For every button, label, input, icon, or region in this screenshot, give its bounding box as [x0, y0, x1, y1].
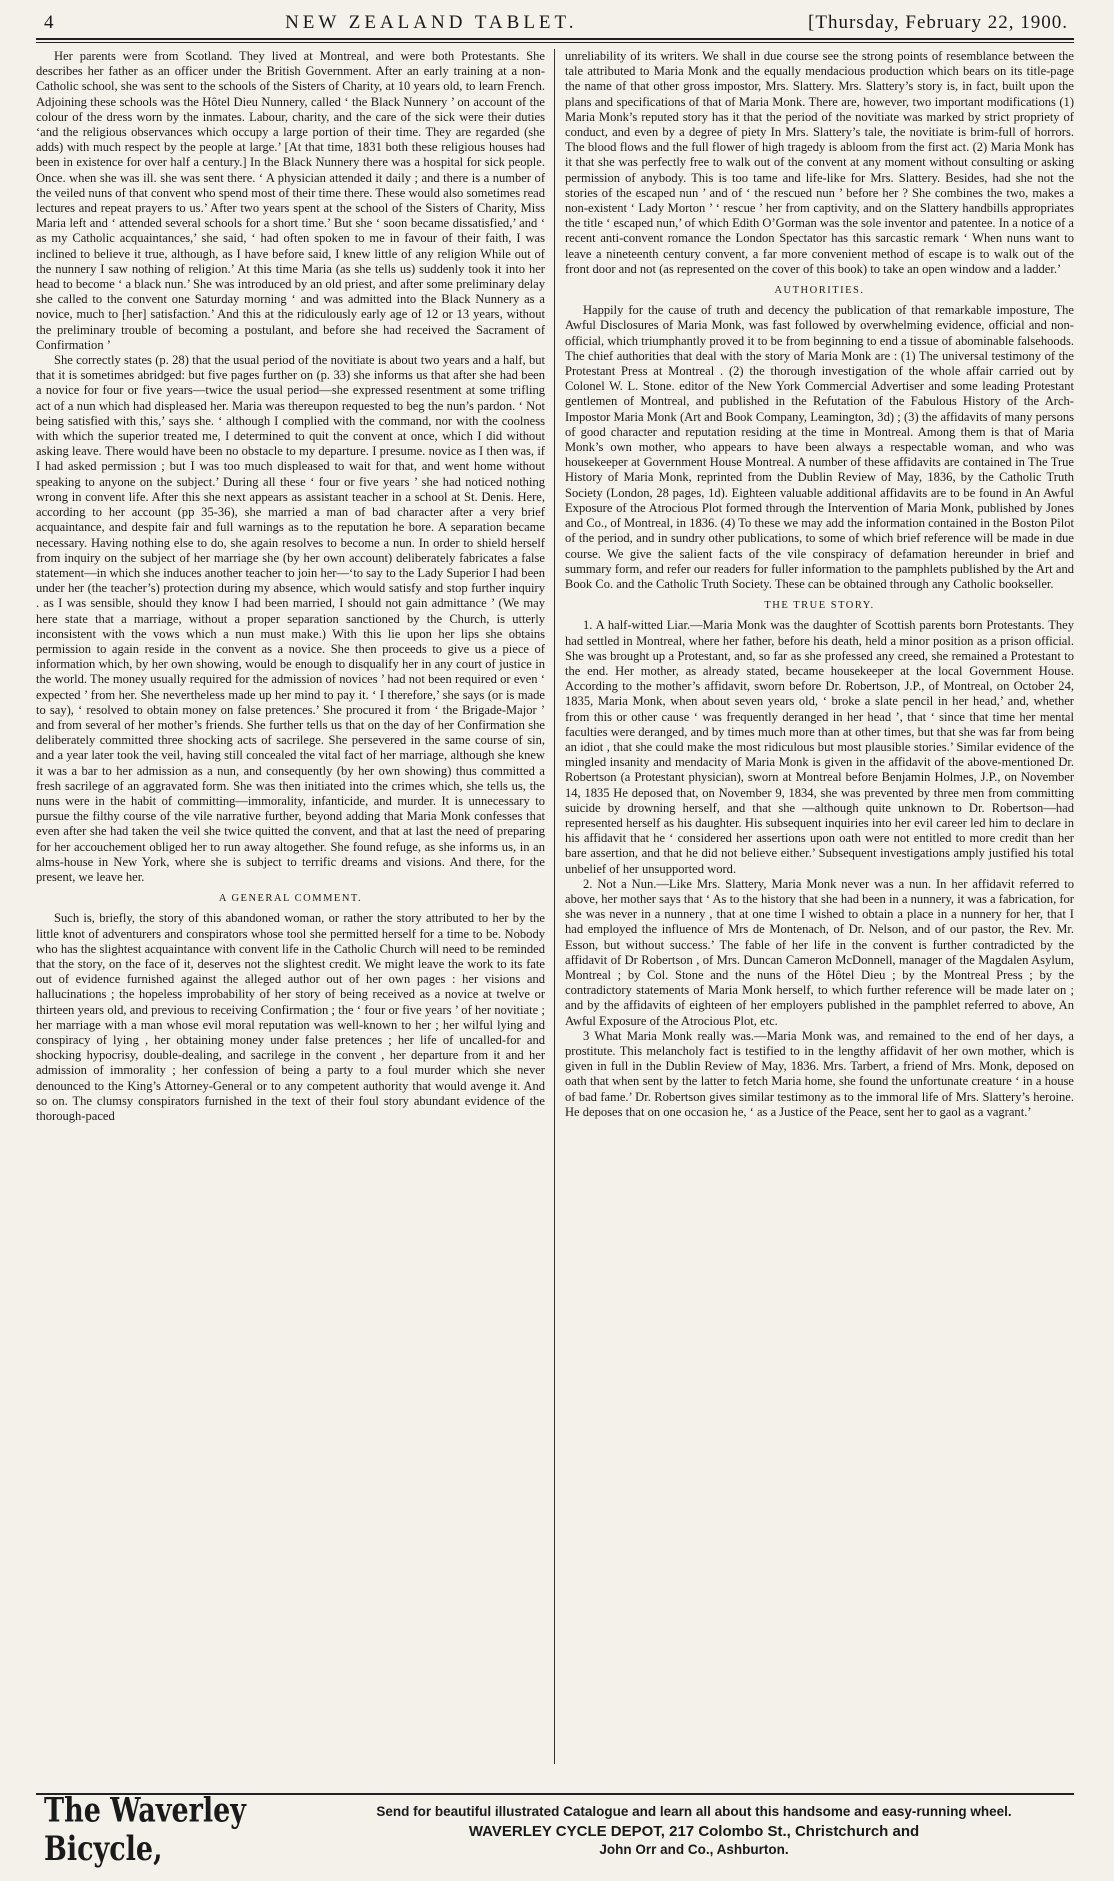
section-heading-true-story: THE TRUE STORY. — [764, 600, 875, 612]
section-heading-general-comment: A GENERAL COMMENT. — [218, 893, 363, 905]
paragraph-parents: Her parents were from Scotland. They lived at Montreal, and were both Protestants. She describes her father as an officer under the British Government. After an early training at a non-Catholic school, she was sent to the schools of the Sisters of Charity, at 10 years old, to learn French. Adjoining these schools was the Hôtel Dieu Nunnery, called ‘ the Black Nunnery ’ on account of the colour of the dress worn by the inmates. Labour, charity, and the care of the sick were their duties ‘and the religious observances which occupy a large portion of their time. They are regarded (she adds) with much respect by the people at large.’ [At that time, 1831 both these religious houses had been in existence for over half a century.] In the Black Nunnery there was a hospital for sick people. Once. when she was ill. she was sent there. ‘ A physician attended it daily ; and there is a number of the veiled nuns of that convent who spend most of their time there. These would also sometimes read lectures and repeat prayers to us.’ After two years spent at the school of the Sisters of Charity, Miss Maria left and ‘ attended several schools for a short time.’ But she ‘ soon became dissatisfied,’ and ‘ as my Catholic acquaintances,’ she said, ‘ had often spoken to me in favour of their faith, I was inclined to believe it true, although, as I have before said, I knew little of any religion While out of the nunnery I saw nothing of religion.’ At this time Maria (as she tells us) suddenly took it into her head to become ‘ a black nun.’ She was introduced by an old priest, and after some preliminary delay she called to the convent one Saturday morning ‘ and was admitted into the Black Nunnery as a novice, much to [her] satisfaction.’ And this at the ridiculously early age of 12 or 13 years, without the preliminary trouble of becoming a postulant, and before she had received the Sacrament of Confirmation ’ — [36, 49, 545, 352]
section-heading-authorities: AUTHORITIES. — [774, 285, 865, 297]
paragraph-not-a-nun: 2. Not a Nun.—Like Mrs. Slattery, Maria Monk never was a nun. In her affidavit referred to above, her mother says that ‘ As to the history that she had been in a nunnery, it was a fabrication, for she was never in a nunnery , that at one time I wished to obtain a place in a nunnery for her, that I had employed the influence of Mrs de Montenach, of Dr. Nelson, and of our pastor, the Rev. Mr. Esson, but without success.’ The fable of her life in the convent is further contradicted by the affidavit of Dr Robertson , of Mrs. Duncan Cameron McDonnell, manager of the Magdalen Asylum, Montreal ; by Col. Stone and the nuns of the Hôtel Dieu ; by the Montreal Press ; by the contradictory statements of Maria Monk herself, to which further reference will be made later on ; and by the affidavits of eighteen of her employers published in the pamphlet referred to above, An Awful Exposure of the Atrocious Plot, etc. — [565, 876, 1074, 1028]
left-column — [36, 49, 555, 1764]
paragraph-general-comment: Such is, briefly, the story of this abandoned woman, or rather the story attributed to her by the little knot of adventurers and conspirators whose tool she permitted herself for a time to be. Nobody who has the slightest acquaintance with convent life in the Catholic Church will need to be reminded that the story, on the face of it, deserves not the slightest credit. We might leave the work to its fate out of evidence furnished against the alleged author out of her own pages : her visions and hallucinations ; the hopeless improbability of her story of being received as a novice at twelve or thirteen years old, and previous to receiving Confirmation ; the ‘ four or five years ’ of her novitiate ; her marriage with a man whose evil moral reputation was well-known to her ; her wilful lying and conspiracy of lying , her obtaining money under false pretences ; her life of uncalled-for and shocking hypocrisy, double-dealing, and sacrilege in the convent , her departure from it and her admission of immorality ; her confession of being a party to a foul murder which she never denounced to the King’s Attorney-General or to any competent authority that would avenge it. And so on. The clumsy conspirators furnished in the text of their foul story abundant evidence of the thorough-paced — [36, 911, 545, 1124]
masthead — [36, 12, 1074, 40]
advert-catalogue-line: Send for beautiful illustrated Catalogue and learn all about this handsome and easy-running wheel. — [376, 1803, 1012, 1819]
page-number: 4 — [44, 12, 55, 33]
publication-title: NEW ZEALAND TABLET. — [285, 12, 578, 33]
paragraph-continued: unreliability of its writers. We shall in due course see the strong points of resemblance between the tale attributed to Maria Monk and the equally mendacious production which bears on its title-page the name of that other gross impostor, Mrs. Slattery. Mrs. Slattery’s story is, in fact, built upon the plans and specifications of that of Maria Monk. There are, however, two important modifications (1) Maria Monk’s reputed story has it that the period of the novitiate was marked by strict propriety of conduct, and even by a degree of piety In Mrs. Slattery’s tale, the novitiate is brim-full of horrors. The blood flows and the full flower of high tragedy is abloom from the first act. (2) Maria Monk has it that she was perfectly free to walk out of the convent at any moment without consulting or asking permission of anybody. This is too tame and life-like for Mrs. Slattery. Besides, had she not the stories of the escaped nun ’ and of ‘ the rescued nun ’ before her ? She combines the two, makes a non-existent ‘ Lady Morton ’ ‘ rescue ’ her from captivity, and on the Slattery handbills appropriates the title ‘ escaped nun,’ of which Edith O’Gorman was the sole inventor and patentee. In a notice of a recent anti-convent romance the London Spectator has this sarcastic remark ‘ When nuns want to leave a nineteenth century convent, a far more convenient method of escape is to walk out of the front door and not (as represented on the cover of this book) to take an open window and a ladder.’ — [565, 49, 1074, 276]
right-column — [555, 49, 1074, 1764]
issue-date: [Thursday, February 22, 1900. — [808, 12, 1068, 33]
article-columns — [36, 49, 1074, 1764]
advert-text — [314, 1804, 1074, 1857]
paragraph-authorities: Happily for the cause of truth and decency the publication of that remarkable imposture, The Awful Disclosures of Maria Monk, was fast followed by overwhelming evidence, official and non-official, which triumphantly proved it to be from beginning to end a tissue of abominable falsehoods. The chief authorities that deal with the story of Maria Monk are : (1) The universal testimony of the Protestant Press at Montreal . (2) the thorough investigation of the whole affair carried out by Colonel W. L. Stone. editor of the New York Commercial Advertiser and some leading Protestant gentlemen of Montreal, and published in the Refutation of the Fabulous History of the Arch-Impostor Maria Monk (Art and Book Company, Leamington, 3d) ; (3) the affidavits of many persons of good character and reputation residing at the time in Montreal. Among them is that of Maria Monk’s own mother, who appears to have been always a respectable woman, and who was housekeeper at Government House Montreal. A number of these affidavits are contained in The True History of Maria Monk, reprinted from the Dublin Review of May, 1836, by the Catholic Truth Society (London, 28 pages, 1d). Eighteen valuable additional affidavits are to be found in An Awful Exposure of the Atrocious Plot formed through the Intervention of Maria Monk, published by Jones and Co., of Montreal, in 1836. (4) To these we may add the information contained in the Boston Pilot of the period, and in sundry other publications, to some of which brief reference will be made in due course. We give the salient facts of the vile conspiracy of defamation hereunder in brief and summary form, and refer our readers for fuller information to the pamphlets published by the Art and Book Co. and the Catholic Truth Society. These can be obtained through any Catholic bookseller. — [565, 303, 1074, 591]
header-rule — [36, 42, 1074, 43]
advert-brand: The Waverley Bicycle, — [44, 1791, 246, 1869]
paragraph-half-witted-liar: 1. A half-witted Liar.—Maria Monk was the daughter of Scottish parents born Protestants. They had settled in Montreal, where her father, before his death, held a minor position as a prison official. She was brought up a Protestant, and, so far as she professed any creed, she remained a Protestant to the end. Her mother, as already stated, became housekeeper at the local Government House. According to the mother’s affidavit, sworn before Dr. Robertson, J.P., of Montreal, on October 24, 1835, Maria Monk, when about seven years old, ‘ broke a slate pencil in her head,’ and, whether from this or other cause ‘ was frequently deranged in her head ’, that ‘ since that time her mental faculties were deranged, and by times much more than at other times, but that she was far from being an idiot , that she could make the most ridiculous but most plausible stories.’ Similar evidence of the mingled insanity and mendacity of Maria Monk is given in the affidavit of the above-mentioned Dr. Robertson (a Protestant physician), sworn at Montreal before Benjamin Holmes, J.P., on November 14, 1835 He deposed that, on November 9, 1834, she was prevented by three men from committing suicide by drowning herself, and that she —although quite unknown to Dr. Robertson—had represented herself as his daughter. His subsequent inquiries into her evil career led him to declare in his affidavit that he ‘ considered her assertions upon oath were not entitled to more credit than her bare assertion, and that he did not believe either.’ Subsequent investigations amply justified his total unbelief of her unsupported word. — [565, 618, 1074, 876]
paragraph-novitiate: She correctly states (p. 28) that the usual period of the novitiate is about two years and a half, but that it is sometimes abridged: but five pages further on (p. 33) she informs us that after she had been a novice for four or five years—twice the usual period—she expressed resentment at some trifling act of a nun which had displeased her. Maria was thereupon requested to beg the nun’s pardon. ‘ Not being satisfied with this,’ says she. ‘ although I complied with the command, nor with the coolness with which the superior treated me, I determined to quit the convent at once, which I did without asking leave. There would have been no obstacle to my departure. I presume. novice as I then was, if I had asked permission ; but I was too much displeased to wait for that, and went home without speaking to anyone on the subject.’ During all these ‘ four or five years ’ she had noticed nothing wrong in convent life. After this she next appears as assistant teacher in a school at St. Denis. Here, according to her account (pp 35-36), she married a man of bad character after a very brief acquaintance, and despite fair and full warnings as to the reputation he bore. A separation became necessary. Having nothing else to do, she again resolves to become a nun. In order to shield herself from inquiry on the subject of her marriage she (by her own account) deliberately fabricates a false statement—in which she induces another teacher to join her—‘to say to the Lady Superior I had been under her (the teacher’s) protection during my absence, which would satisfy and stop further inquiry . as I was sensible, should they know I had been married, I should not gain admittance ’ (We may here state that a marriage, without a proper separation sanctioned by the Church, is utterly inconsistent with the vows which a nun must make.) With this lie upon her lips she obtains permission to again reside in the convent as a novice. She then proceeds to give us a piece of information which, by her own showing, would be enough to disqualify her in any court of justice in the world. The money usually required for the admission of novices ’ had not been required or even ‘ expected ’ from her. She nevertheless made up her mind to pay it. ‘ I therefore,’ she says (or is made to say), ‘ resolved to obtain money on false pretences.’ She procured it from ‘ the Brigade-Major ’ and from several of her mother’s friends. She further tells us that on the day of her Confirmation she deliberately committed three shocking acts of sacrilege. She persevered in the same course of sin, and a year later took the veil, having still concealed the vital fact of her marriage, although she knew it was a bar to her admission as a nun, and consequently (by her own showing) thus committed a fresh sacrilege of an aggravated form. She was then initiated into the crimes which, she tells us, the nuns were in the habit of committing—immorality, infanticide, and murder. It is unnecessary to pursue the filthy course of the vile narrative further, beyond adding that Maria Monk confesses that even after she had taken the veil she twice quitted the convent, and that at last the need of preparing for her accouchement obliged her to run away altogether. She found refuge, as she informs us, in an alms-house in New York, where she is subject to terrific dreams and visions. And there, for the present, we leave her. — [36, 353, 545, 884]
waverley-advertisement — [36, 1791, 1074, 1869]
advert-depot-line: WAVERLEY CYCLE DEPOT, 217 Colombo St., Christchurch and — [468, 1822, 920, 1840]
advert-agent-line: John Orr and Co., Ashburton. — [599, 1841, 789, 1857]
paragraph-what-she-was: 3 What Maria Monk really was.—Maria Monk was, and remained to the end of her days, a prostitute. This melancholy fact is testified to in the lengthy affidavit of her own mother, which is given in full in the Dublin Review of May, 1836. Mrs. Tarbert, a friend of Mrs. Monk, deposed on oath that when sent by the latter to fetch Maria home, she found the unfortunate creature ‘ in a house of bad fame.’ Dr. Robertson gives similar testimony as to the immoral life of Mrs. Slattery’s heroine. He deposes that on one occasion he, ‘ as a Justice of the Peace, sent her to gaol as a vagrant.’ — [565, 1028, 1074, 1119]
